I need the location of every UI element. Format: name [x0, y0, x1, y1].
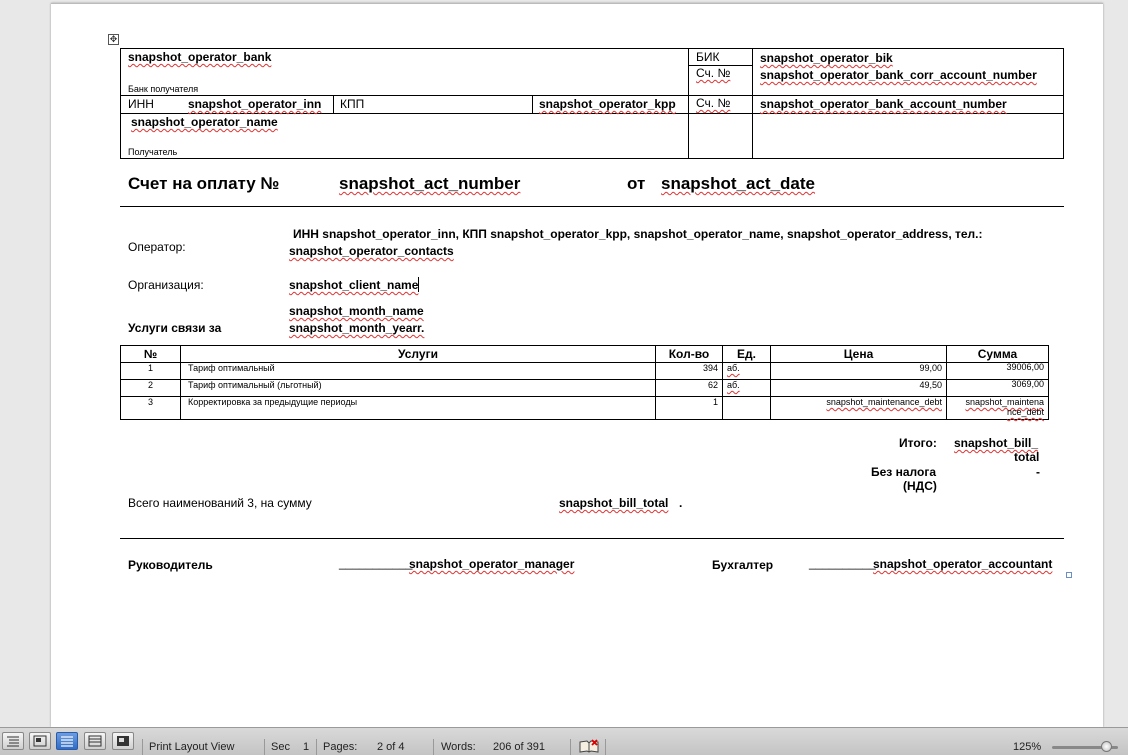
status-separator: [316, 739, 317, 755]
row-sum-line1: snapshot_maintena: [965, 397, 1044, 407]
row-service: Тариф оптимальный (льготный): [181, 380, 656, 397]
status-separator: [570, 739, 571, 755]
row-sum: [947, 397, 1049, 420]
row-price-text: snapshot_maintenance_debt: [826, 397, 942, 407]
row-unit: [723, 363, 771, 380]
summary-dot: .: [679, 496, 683, 510]
col-service-header: Услуги: [181, 346, 656, 363]
table-row: [121, 380, 1049, 397]
bik-label: БИК: [696, 50, 720, 64]
tax-label-line1: Без налога: [871, 465, 936, 479]
row-unit: [723, 380, 771, 397]
signature-divider: [120, 538, 1064, 539]
recipient-name: snapshot_operator_name: [131, 115, 278, 129]
accountant-signature-line: __________: [809, 556, 876, 570]
tax-label-line2: (НДС): [903, 479, 937, 493]
month-name: snapshot_month_name: [289, 304, 424, 318]
manager-value: snapshot_operator_manager: [409, 557, 575, 571]
col-qty-header: Кол-во: [656, 346, 723, 363]
kpp-label: КПП: [340, 97, 365, 111]
invoice-from-label: от: [627, 174, 646, 193]
accountant-label: Бухгалтер: [712, 558, 774, 572]
row-unit-text: аб.: [727, 380, 740, 390]
corr-account-label: Сч. №: [696, 66, 731, 80]
words-label: Words:: [441, 741, 476, 753]
row-num: 2: [121, 380, 181, 397]
row-sum: 39006,00: [947, 363, 1049, 380]
operator-details-line1: ИНН snapshot_operator_inn, КПП snapshot_operator_kpp, snapshot_operator_name, snapshot_operator_address, тел.:: [293, 227, 983, 241]
services-label: Услуги связи за: [128, 321, 222, 335]
table-resize-handle-icon[interactable]: [1066, 572, 1072, 578]
spelling-check-icon[interactable]: [579, 739, 599, 755]
row-num: 1: [121, 363, 181, 380]
account-value: snapshot_operator_bank_account_number: [760, 97, 1007, 111]
kpp-value: snapshot_operator_kpp: [539, 97, 676, 111]
col-num-header: №: [121, 346, 181, 363]
services-table: [120, 345, 1049, 420]
row-sum-line2: nce_debt: [1006, 407, 1044, 417]
row-num: 3: [121, 397, 181, 420]
publishing-view-icon[interactable]: [112, 732, 134, 750]
manager-signature-line: ___________: [339, 556, 413, 570]
words-value: 206 of 391: [493, 741, 545, 753]
status-bar: [0, 727, 1128, 755]
draft-view-icon[interactable]: [2, 732, 24, 750]
section-label: Sec: [271, 741, 290, 753]
row-service: Тариф оптимальный: [181, 363, 656, 380]
page-top-edge: [51, 3, 1103, 4]
row-unit-text: аб.: [727, 363, 740, 373]
print-layout-view-icon[interactable]: [56, 732, 78, 750]
row-qty: 394: [656, 363, 723, 380]
view-mode-label: Print Layout View: [149, 741, 235, 753]
accountant-value: snapshot_operator_accountant: [873, 557, 1053, 571]
status-separator: [433, 739, 434, 755]
status-separator: [264, 739, 265, 755]
summary-text: Всего наименований 3, на сумму: [128, 496, 312, 510]
row-price: 99,00: [771, 363, 947, 380]
pages-label: Pages:: [323, 741, 358, 753]
table-row: [121, 397, 1049, 420]
row-sum: 3069,00: [947, 380, 1049, 397]
inn-value: snapshot_operator_inn: [188, 97, 322, 111]
row-price: 49,50: [771, 380, 947, 397]
status-separator: [142, 739, 143, 755]
invoice-number: snapshot_act_number: [339, 174, 521, 193]
bik-value: snapshot_operator_bik: [760, 51, 893, 65]
web-layout-view-icon[interactable]: [29, 732, 51, 750]
col-price-header: Цена: [771, 346, 947, 363]
section-value: 1: [303, 741, 310, 753]
notebook-view-icon[interactable]: [84, 732, 106, 750]
operator-contacts: snapshot_operator_contacts: [289, 244, 454, 258]
pages-value: 2 of 4: [377, 741, 405, 753]
corr-account-value: snapshot_operator_bank_corr_account_number: [760, 68, 1037, 82]
col-unit-header: Ед.: [723, 346, 771, 363]
operator-label: Оператор:: [128, 240, 186, 254]
manager-label: Руководитель: [128, 558, 213, 572]
total-value-line2: total: [1014, 450, 1040, 464]
total-value-line1: snapshot_bill_: [954, 436, 1039, 450]
row-qty: 1: [656, 397, 723, 420]
organization-label: Организация:: [128, 278, 204, 292]
bank-label: Банк получателя: [128, 84, 199, 94]
account-label: Сч. №: [696, 96, 731, 110]
row-price: [771, 397, 947, 420]
summary-value: snapshot_bill_total: [559, 496, 669, 510]
organization-value[interactable]: snapshot_client_name: [289, 278, 419, 292]
text-cursor: [418, 277, 419, 292]
zoom-value: 125%: [1013, 741, 1042, 753]
services-table-header: [121, 346, 1049, 363]
inn-label: ИНН: [128, 97, 154, 111]
total-label: Итого:: [899, 436, 937, 450]
row-qty: 62: [656, 380, 723, 397]
month-year: snapshot_month_yearr.: [289, 321, 425, 335]
invoice-title: Счет на оплату №: [128, 174, 280, 193]
table-row: [121, 363, 1049, 380]
table-move-handle-icon[interactable]: ✥: [109, 34, 118, 44]
row-service: Корректировка за предыдущие периоды: [181, 397, 656, 420]
tax-value: -: [1036, 465, 1040, 479]
invoice-date: snapshot_act_date: [661, 174, 815, 193]
col-sum-header: Сумма: [947, 346, 1049, 363]
status-separator: [605, 739, 606, 755]
title-divider: [120, 206, 1064, 207]
zoom-slider-knob[interactable]: [1101, 741, 1112, 752]
row-unit: [723, 397, 771, 420]
recipient-label: Получатель: [128, 147, 178, 157]
bank-name: snapshot_operator_bank: [128, 50, 272, 64]
